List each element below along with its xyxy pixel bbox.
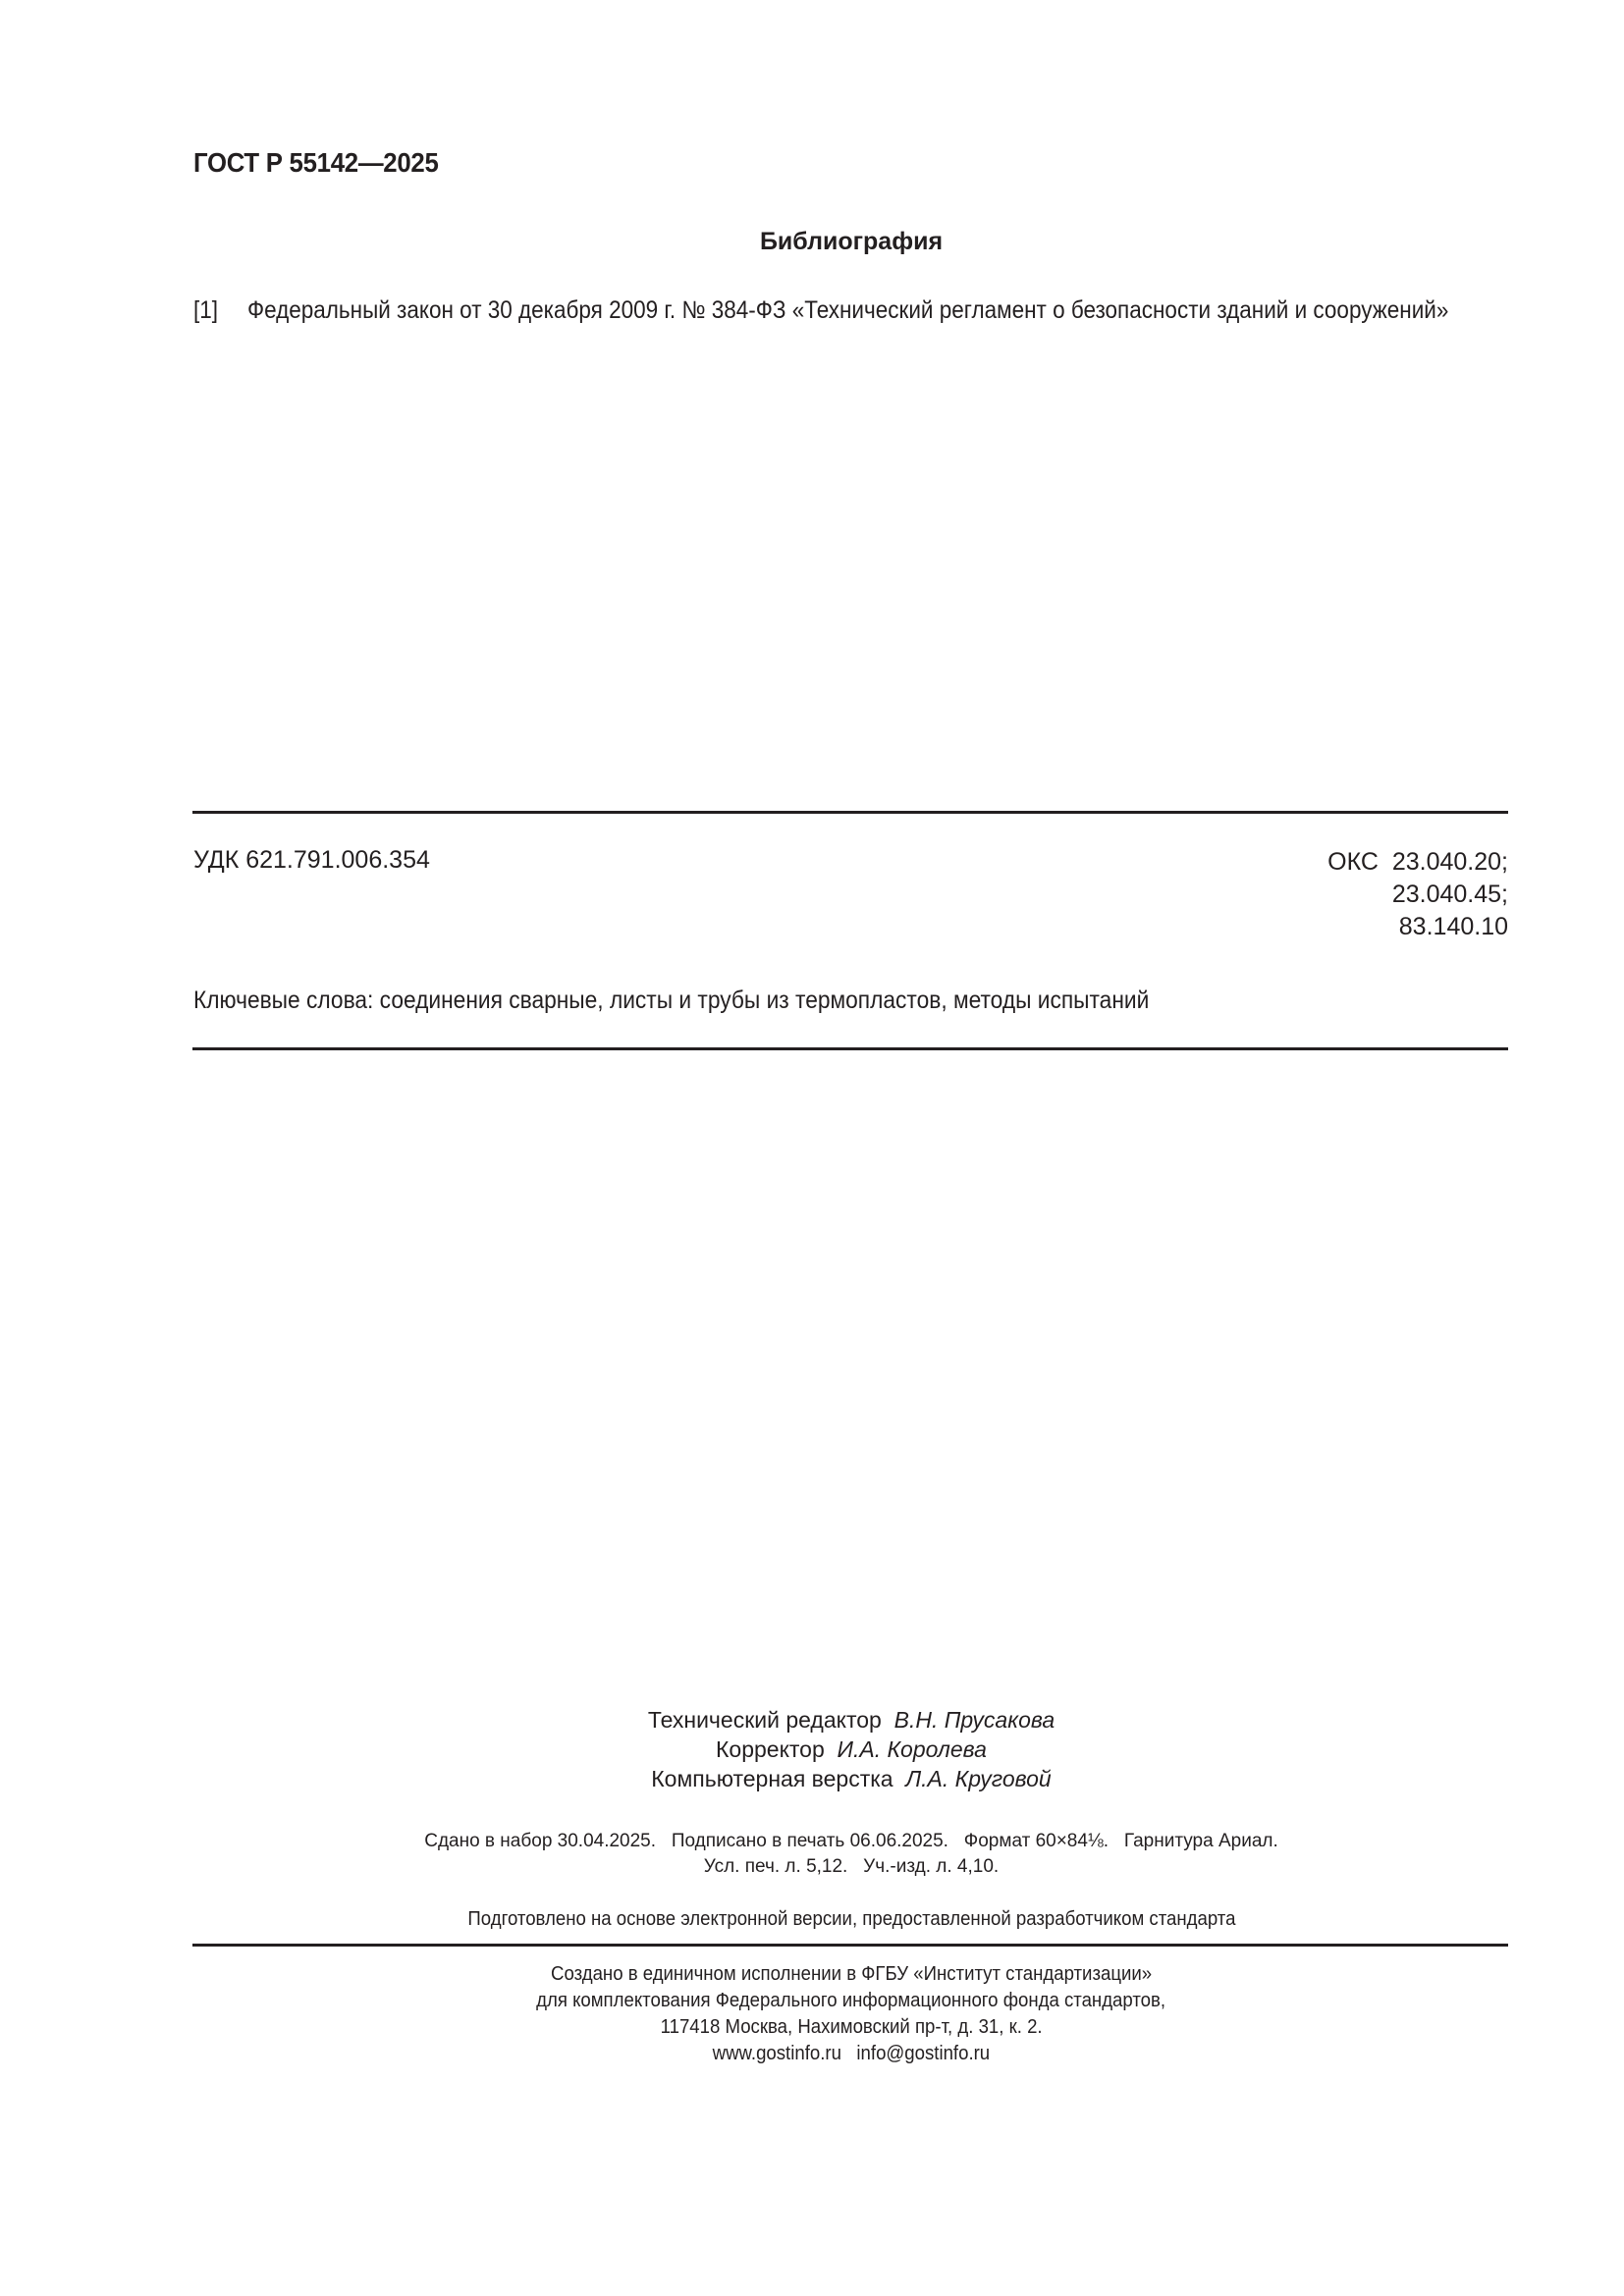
publisher-line — [0, 2014, 1624, 2041]
prepared-note — [0, 1908, 1624, 1931]
oks-label: ОКС — [1327, 848, 1379, 876]
imprint-line-1: Сдано в набор 30.04.2025. Подписано в печать 06.06.2025. Формат 60×84⅛. Гарнитура Ариал. — [424, 1831, 1278, 1851]
print-imprint — [0, 1829, 1624, 1880]
prepared-note-text: Подготовлено на основе электронной версии, предоставленной разработчиком стандарта — [466, 1908, 1235, 1930]
oks-code: 83.140.10 — [1398, 913, 1508, 940]
oks-codes — [1327, 846, 1508, 943]
imprint-line-2: Усл. печ. л. 5,12. Уч.-изд. л. 4,10. — [703, 1856, 1000, 1877]
publisher-text: для комплектования Федерального информационного фонда стандартов, — [536, 1990, 1166, 2011]
staff-line — [0, 1705, 1624, 1735]
staff-name: И.А. Королева — [837, 1736, 987, 1762]
publisher-line — [0, 2041, 1624, 2067]
divider-bottom — [192, 1944, 1508, 1947]
bibliography-entry-text: Федеральный закон от 30 декабря 2009 г. № 384-ФЗ «Технический регламент о безопасности зданий и сооружений» — [247, 296, 1449, 324]
bibliography-entry-number: [1] — [193, 296, 219, 324]
staff-credits — [0, 1705, 1624, 1793]
divider-middle — [192, 1047, 1508, 1050]
staff-role: Корректор — [716, 1736, 825, 1762]
bibliography-title: Библиография — [759, 228, 944, 255]
publisher-address: 117418 Москва, Нахимовский пр-т, д. 31, к. 2. — [660, 2016, 1043, 2038]
staff-line — [0, 1735, 1624, 1764]
staff-name: В.Н. Прусакова — [893, 1707, 1056, 1733]
udc-code: УДК 621.791.006.354 — [193, 846, 430, 874]
staff-name: Л.А. Круговой — [905, 1766, 1052, 1791]
publisher-info — [0, 1961, 1624, 2067]
oks-line-1 — [1327, 846, 1508, 879]
keywords: Ключевые слова: соединения сварные, листы и трубы из термопластов, методы испытаний — [193, 987, 1150, 1014]
document-code: ГОСТ Р 55142—2025 — [193, 147, 439, 178]
publisher-line — [0, 1988, 1624, 2014]
oks-code: 23.040.20; — [1391, 848, 1508, 876]
divider-top — [192, 811, 1508, 814]
staff-role: Компьютерная верстка — [651, 1766, 893, 1791]
publisher-line — [0, 1961, 1624, 1988]
staff-line — [0, 1764, 1624, 1793]
oks-code: 23.040.45; — [1391, 881, 1508, 908]
publisher-text: Создано в единичном исполнении в ФГБУ «Институт стандартизации» — [550, 1963, 1153, 1985]
publisher-contacts: www.gostinfo.ru info@gostinfo.ru — [712, 2043, 991, 2064]
staff-role: Технический редактор — [647, 1707, 882, 1733]
